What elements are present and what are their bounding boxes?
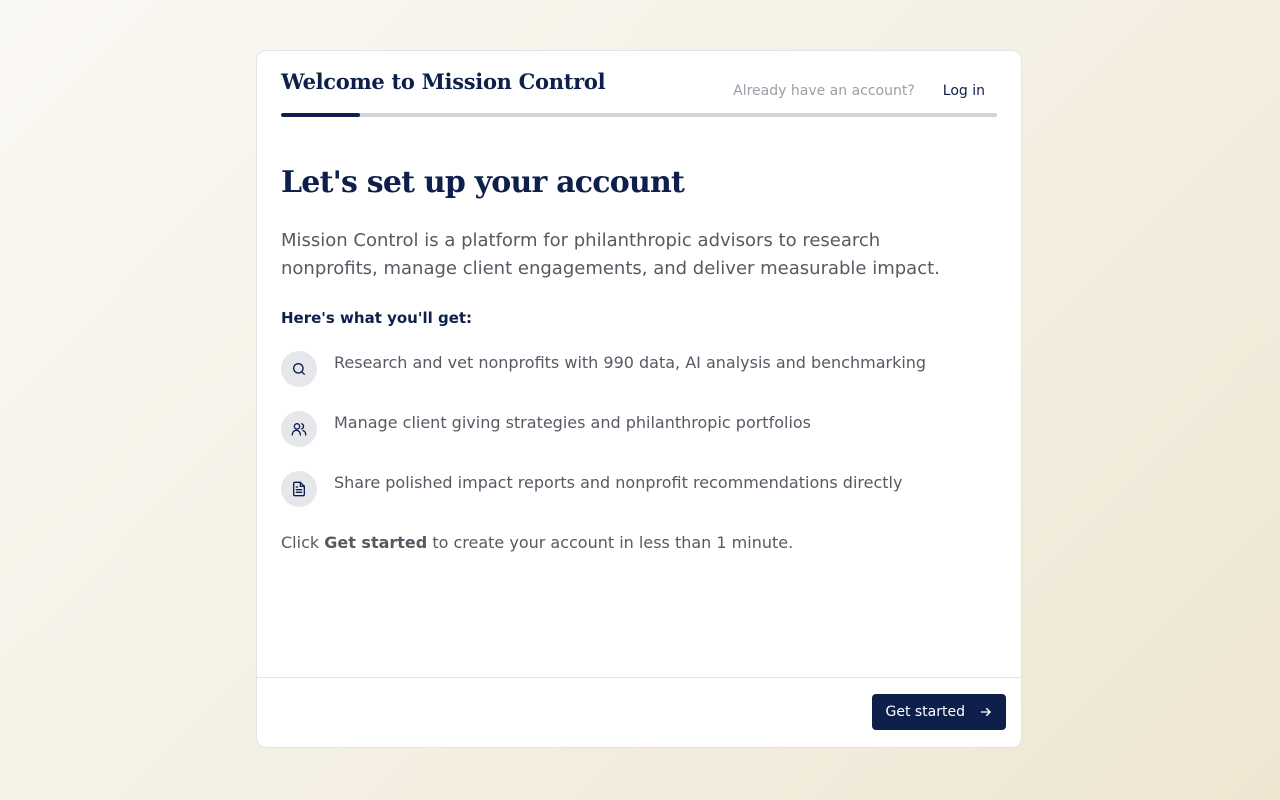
get-started-button[interactable] [872,694,1006,730]
progress-fill [281,113,360,117]
feature-text: Share polished impact reports and nonprofit recommendations directly [334,473,903,492]
search-icon [281,351,317,387]
cta-bold: Get started [324,533,428,552]
cta-prefix: Click [281,533,325,552]
login-link[interactable]: Log in [942,83,985,99]
feature-item-manage [281,411,997,447]
feature-list [281,351,997,507]
document-icon [281,471,317,507]
feature-text: Manage client giving strategies and philanthropic portfolios [334,413,812,432]
already-have-account-text: Already have an account? [733,83,915,99]
cta-text [281,531,997,555]
get-started-label: Get started [885,704,965,720]
intro-paragraph: Mission Control is a platform for philanthropic advisors to research nonprofits, manage client engagements, and deliver measurable impact. [281,230,940,279]
feature-item-research [281,351,997,387]
card-footer [257,677,1021,747]
progress-bar [281,113,997,117]
login-prompt [733,83,985,99]
feature-text: Research and vet nonprofits with 990 data, AI analysis and benchmarking [334,353,927,372]
features-subheading: Here's what you'll get: [281,309,473,327]
setup-heading: Let's set up your account [281,165,685,200]
main-content [281,161,997,555]
feature-item-share [281,471,997,507]
users-icon [281,411,317,447]
arrow-right-icon [979,705,993,719]
card-header [281,51,997,117]
onboarding-card [256,50,1022,748]
cta-suffix: to create your account in less than 1 minute. [427,533,794,552]
page-title: Welcome to Mission Control [281,69,606,94]
